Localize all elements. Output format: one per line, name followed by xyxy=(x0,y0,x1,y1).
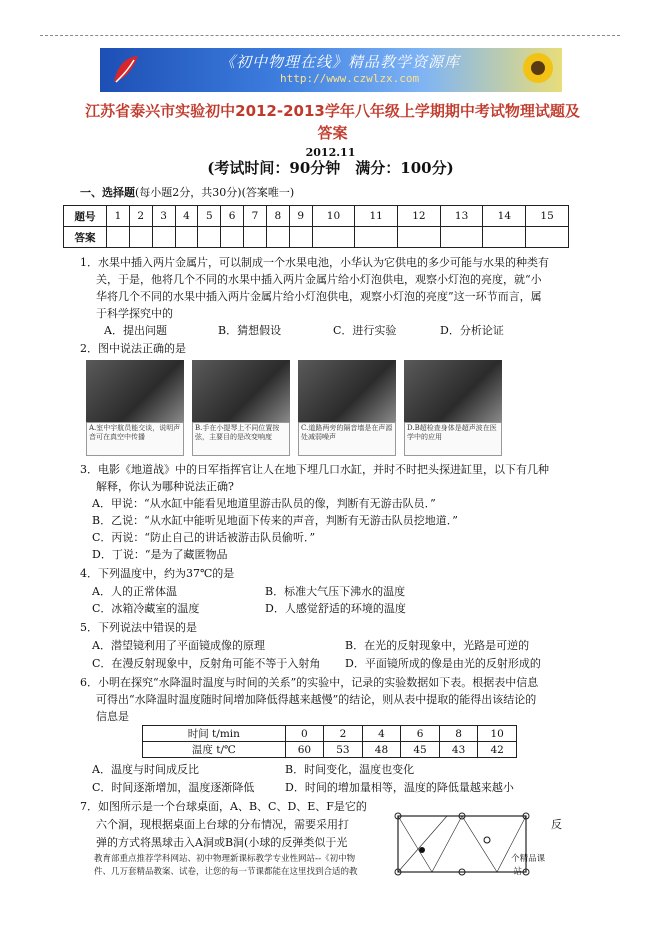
q2-photo-violin xyxy=(192,360,290,422)
answer-cell[interactable] xyxy=(289,227,312,248)
answer-number: 4 xyxy=(175,206,198,227)
q6-time-value: 0 xyxy=(285,726,324,742)
footer-line-2-text: 件、几万套精品教案、试卷，让您的每一节课都能在这里找到合适的教 xyxy=(94,867,358,877)
q5-option-d[interactable]: D．平面镜所成的像是由光的反射形成的 xyxy=(345,657,541,670)
red-leaf-logo-icon xyxy=(108,52,144,88)
q4-option-b[interactable]: B．标准大气压下沸水的温度 xyxy=(265,585,406,598)
answer-number: 8 xyxy=(266,206,289,227)
q3-option-b[interactable]: B．乙说：“从水缸中能听见地面下传来的声音，判断有无游击队员挖地道．” xyxy=(92,514,458,527)
q1-option-b[interactable]: B．猜想假设 xyxy=(218,324,282,337)
answer-cell[interactable] xyxy=(244,227,267,248)
answer-number: 10 xyxy=(312,206,355,227)
section-heading-choice xyxy=(80,184,294,200)
answer-number: 2 xyxy=(129,206,152,227)
answer-number: 7 xyxy=(244,206,267,227)
answer-table-header-number: 题号 xyxy=(64,206,107,227)
q6-option-a[interactable]: A．温度与时间成反比 xyxy=(92,763,199,776)
q7-line-2-end: 反 xyxy=(551,818,562,831)
q6-option-c[interactable]: C．时间逐渐增加，温度逐渐降低 xyxy=(92,781,255,794)
footer-line-1-text: 教育部重点推荐学科网站、初中物理新课标教学专业性网站--《初中物 xyxy=(94,854,356,864)
answer-cell[interactable] xyxy=(355,227,398,248)
q3-option-c[interactable]: C．丙说：“防止自己的讲话被游击队员偷听．” xyxy=(92,531,316,544)
q2-caption-a: A.室中宇航员能交谈，说明声音可在真空中传播 xyxy=(86,422,184,456)
answer-number: 9 xyxy=(289,206,312,227)
q6-temp-value: 60 xyxy=(285,742,324,758)
answer-cell[interactable] xyxy=(107,227,130,248)
q2-photo-strip xyxy=(86,360,504,456)
document-title xyxy=(70,100,595,144)
q6-time-value: 8 xyxy=(439,726,478,742)
q5-option-c[interactable]: C．在漫反射现象中，反射角可能不等于入射角 xyxy=(92,657,321,670)
answer-cell[interactable] xyxy=(440,227,483,248)
q6-time-value: 2 xyxy=(324,726,363,742)
answer-cell[interactable] xyxy=(312,227,355,248)
answer-cell[interactable] xyxy=(398,227,441,248)
title-line-2: 答案 xyxy=(317,124,348,142)
exam-info: (考试时间：90分钟 满分：100分) xyxy=(207,159,454,177)
q3-line-1: 3．电影《地道战》中的日军指挥官让人在地下埋几口水缸，并时不时把头探进缸里，以下有几种 xyxy=(80,463,549,476)
q3-line-2: 解释，你认为哪种说法正确? xyxy=(96,480,234,493)
q6-option-b[interactable]: B．时间变化，温度也变化 xyxy=(285,763,415,776)
top-dashed-rule xyxy=(40,35,620,36)
q6-temp-value: 48 xyxy=(362,742,401,758)
answer-number: 3 xyxy=(152,206,175,227)
q1-line-3: 华将几个不同的水果中插入两片金属片给小灯泡供电，观察小灯泡的亮度”这一环节而言，属 xyxy=(96,290,542,303)
q1-line-4: 于科学探究中的 xyxy=(96,307,173,320)
section-note: (每小题2分，共30分)(答案唯一) xyxy=(135,186,295,199)
q6-time-value: 10 xyxy=(478,726,517,742)
q6-temp-value: 42 xyxy=(478,742,517,758)
q6-time-row xyxy=(143,726,517,742)
q7-line-3: 弹的方式将黑球击入A洞或B洞(小球的反弹类似于光 xyxy=(96,836,348,849)
answer-cell[interactable] xyxy=(152,227,175,248)
section-label: 一、选择题 xyxy=(80,186,135,199)
q6-temp-row xyxy=(143,742,517,758)
q2-photo-ultrasound xyxy=(404,360,502,422)
q6-line-1: 6．小明在探究“水降温时温度与时间的关系”的实验中，记录的实验数据如下表。根据表中信息 xyxy=(80,676,539,689)
q6-line-3: 信息是 xyxy=(96,710,129,723)
q5-option-a[interactable]: A．潜望镜利用了平面镜成像的原理 xyxy=(92,639,265,652)
q4-option-c[interactable]: C．冰箱冷藏室的温度 xyxy=(92,602,200,615)
site-banner[interactable] xyxy=(100,48,562,92)
answer-number: 15 xyxy=(526,206,569,227)
q2-photo-sound-barrier xyxy=(298,360,396,422)
answer-table-header-answer: 答案 xyxy=(64,227,107,248)
footer-line-2-end: 站 xyxy=(513,867,523,877)
answer-cell[interactable] xyxy=(266,227,289,248)
q6-temp-label: 温度 t/℃ xyxy=(143,742,286,758)
q2-caption-c: C.道路两旁的隔音墙是在声源处减弱噪声 xyxy=(298,422,396,456)
q4-option-a[interactable]: A．人的正常体温 xyxy=(92,585,177,598)
page-footer xyxy=(94,853,545,879)
q6-time-value: 4 xyxy=(362,726,401,742)
q2-stem: 2．图中说法正确的是 xyxy=(80,342,186,355)
answer-cell[interactable] xyxy=(175,227,198,248)
q1-option-a[interactable]: A．提出问题 xyxy=(104,324,167,337)
white-ball-icon xyxy=(484,837,490,843)
title-line-1: 江苏省泰兴市实验初中2012-2013学年八年级上学期期中考试物理试题及 xyxy=(85,102,580,120)
q6-time-label: 时间 t/min xyxy=(143,726,286,742)
answer-number: 12 xyxy=(398,206,441,227)
banner-url[interactable]: http://www.czwlzx.com xyxy=(280,72,420,85)
exam-date: 2012.11 xyxy=(305,146,356,159)
q7-line-1: 7．如图所示是一个台球桌面，A、B、C、D、E、F是它的 xyxy=(80,800,367,813)
q1-option-d[interactable]: D．分析论证 xyxy=(440,324,504,337)
q6-temp-value: 43 xyxy=(439,742,478,758)
answer-number: 1 xyxy=(107,206,130,227)
answer-number: 6 xyxy=(221,206,244,227)
q1-line-2: 关，于是，他将几个不同的水果中插入两片金属片给小灯泡供电，观察小灯泡的亮度，就“小 xyxy=(96,273,542,286)
q3-option-a[interactable]: A．甲说：“从水缸中能看见地道里游击队员的像，判断有无游击队员．” xyxy=(92,497,436,510)
q5-stem: 5．下列说法中错误的是 xyxy=(80,621,197,634)
answer-cell[interactable] xyxy=(221,227,244,248)
answer-cell[interactable] xyxy=(526,227,569,248)
answer-cell[interactable] xyxy=(198,227,221,248)
q4-stem: 4．下列温度中，约为37℃的是 xyxy=(80,567,235,580)
q2-caption-b: B.手在小提琴上不同位置按弦，主要目的是改变响度 xyxy=(192,422,290,456)
answer-table xyxy=(63,205,569,248)
answer-number: 13 xyxy=(440,206,483,227)
answer-cell[interactable] xyxy=(483,227,526,248)
answer-table-number-row xyxy=(64,206,569,227)
banner-title: 《初中物理在线》精品教学资源库 xyxy=(220,53,461,71)
q4-option-d[interactable]: D．人感觉舒适的环境的温度 xyxy=(265,602,406,615)
answer-table-answer-row xyxy=(64,227,569,248)
q2-photo-astronaut xyxy=(86,360,184,422)
q6-data-table xyxy=(142,725,517,758)
q6-line-2: 可得出“水降温时温度随时间增加降低得越来越慢”的结论，则从表中提取的能得出该结论的 xyxy=(96,693,537,706)
q6-option-d[interactable]: D．时间的增加量相等，温度的降低量越来越小 xyxy=(285,781,514,794)
footer-line-2 xyxy=(94,866,545,879)
footer-line-1-end: 个精品课 xyxy=(511,854,546,864)
sunflower-icon xyxy=(514,48,556,92)
q6-temp-value: 53 xyxy=(324,742,363,758)
answer-number: 5 xyxy=(198,206,221,227)
q2-caption-d: D.B超检查身体是超声波在医学中的应用 xyxy=(404,422,502,456)
answer-number: 14 xyxy=(483,206,526,227)
q7-line-2: 六个洞，现根据桌面上台球的分布情况，需要采用打 xyxy=(96,818,349,831)
q6-time-value: 6 xyxy=(401,726,440,742)
answer-cell[interactable] xyxy=(129,227,152,248)
q6-temp-value: 45 xyxy=(401,742,440,758)
answer-number: 11 xyxy=(355,206,398,227)
q3-option-d[interactable]: D．丁说：“是为了藏匿物品 xyxy=(92,548,228,561)
footer-line-1 xyxy=(94,853,545,866)
q1-option-c[interactable]: C．进行实验 xyxy=(333,324,397,337)
q5-option-b[interactable]: B．在光的反射现象中，光路是可逆的 xyxy=(345,639,530,652)
q1-line-1: 1．水果中插入两片金属片，可以制成一个水果电池，小华认为它供电的多少可能与水果的种类有 xyxy=(80,256,549,269)
